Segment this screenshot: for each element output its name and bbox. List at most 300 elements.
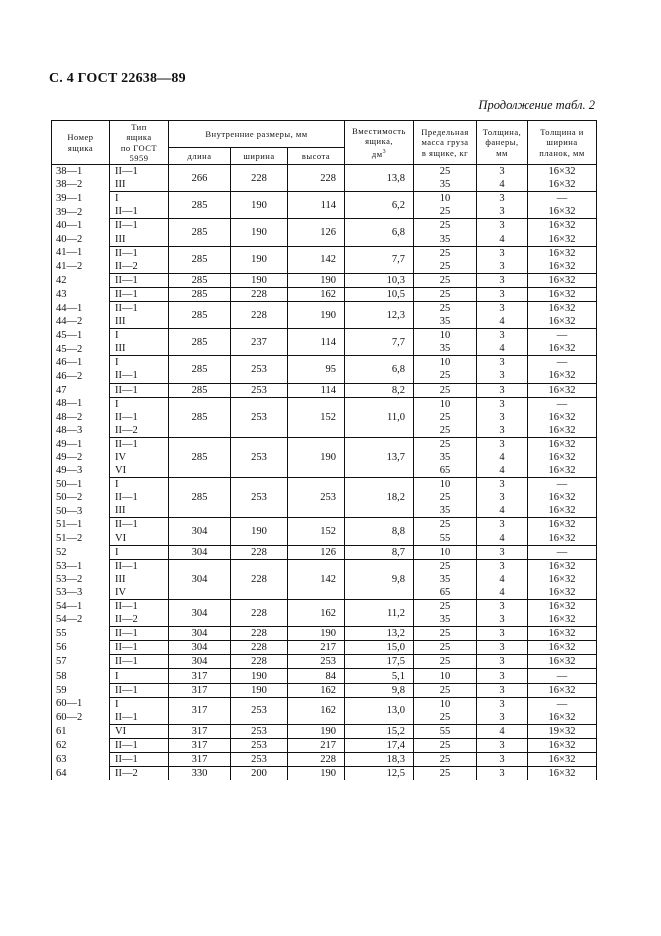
height-cell: 126	[288, 545, 345, 559]
max-load-cell: 25	[414, 383, 477, 397]
slat-size-cell: 16×32	[528, 655, 597, 669]
max-load-cell: 65	[414, 586, 477, 600]
width-cell: 228	[231, 545, 288, 559]
max-load-cell: 35	[414, 342, 477, 356]
capacity-cell: 15,2	[345, 724, 414, 738]
table-row	[52, 165, 597, 179]
capacity-cell: 6,2	[345, 192, 414, 219]
height-cell: 190	[288, 767, 345, 781]
max-load-cell: 10	[414, 329, 477, 343]
height-cell: 162	[288, 683, 345, 697]
plywood-thickness-cell: 3	[477, 559, 528, 573]
max-load-cell: 35	[414, 573, 477, 586]
box-number-cell: 60—2	[52, 711, 110, 725]
slat-size-cell: 16×32	[528, 711, 597, 725]
width-cell: 237	[231, 329, 288, 356]
slat-size-cell: —	[528, 545, 597, 559]
slat-size-cell: 16×32	[528, 383, 597, 397]
box-type-cell: I	[110, 356, 169, 370]
plywood-thickness-cell: 3	[477, 369, 528, 383]
slat-size-cell: 16×32	[528, 287, 597, 301]
plywood-thickness-cell: 3	[477, 613, 528, 627]
box-type-cell: II—1	[110, 273, 169, 287]
max-load-cell: 25	[414, 600, 477, 614]
width-cell: 253	[231, 753, 288, 767]
max-load-cell: 25	[414, 246, 477, 260]
table-row	[52, 641, 597, 655]
plywood-thickness-cell: 3	[477, 655, 528, 669]
plywood-thickness-cell: 3	[477, 641, 528, 655]
box-type-cell: II—1	[110, 301, 169, 315]
box-number-cell: 59	[52, 683, 110, 697]
height-cell: 114	[288, 383, 345, 397]
width-cell: 253	[231, 724, 288, 738]
box-type-cell: II—1	[110, 655, 169, 669]
table-body	[52, 165, 597, 781]
slat-size-cell: —	[528, 397, 597, 411]
table-row	[52, 724, 597, 738]
plywood-thickness-cell: 4	[477, 342, 528, 356]
max-load-cell: 25	[414, 165, 477, 179]
max-load-cell: 25	[414, 437, 477, 451]
table-row	[52, 301, 597, 315]
box-type-cell: II—2	[110, 424, 169, 438]
width-cell: 253	[231, 356, 288, 383]
box-type-cell: IV	[110, 451, 169, 464]
plywood-thickness-cell: 3	[477, 627, 528, 641]
box-number-cell: 61	[52, 724, 110, 738]
plywood-thickness-cell: 3	[477, 219, 528, 233]
box-number-cell: 40—1	[52, 219, 110, 233]
slat-size-cell: 16×32	[528, 219, 597, 233]
box-type-cell: II—1	[110, 753, 169, 767]
capacity-cell: 8,8	[345, 518, 414, 545]
height-cell: 190	[288, 724, 345, 738]
table-row	[52, 559, 597, 573]
capacity-cell: 9,8	[345, 683, 414, 697]
box-type-cell: III	[110, 232, 169, 246]
plywood-thickness-cell: 4	[477, 178, 528, 192]
capacity-cell: 13,0	[345, 697, 414, 724]
table-row	[52, 478, 597, 492]
slat-size-cell: 16×32	[528, 260, 597, 274]
header-max-load: Предельная масса груза в ящике, кг	[414, 121, 477, 165]
plywood-thickness-cell: 3	[477, 491, 528, 504]
box-type-cell: I	[110, 669, 169, 683]
slat-size-cell: —	[528, 478, 597, 492]
capacity-cell: 13,8	[345, 165, 414, 192]
table-continuation-caption: Продолжение табл. 2	[478, 98, 595, 112]
box-number-cell: 42	[52, 273, 110, 287]
box-number-cell: 49—2	[52, 451, 110, 464]
capacity-cell: 6,8	[345, 356, 414, 383]
header-height: высота	[288, 148, 345, 165]
slat-size-cell: 19×32	[528, 724, 597, 738]
box-type-cell: III	[110, 315, 169, 329]
table-row	[52, 600, 597, 614]
max-load-cell: 25	[414, 287, 477, 301]
box-type-cell: I	[110, 329, 169, 343]
height-cell: 253	[288, 655, 345, 669]
box-type-cell: I	[110, 545, 169, 559]
table-row	[52, 437, 597, 451]
length-cell: 304	[169, 655, 231, 669]
box-type-cell: II—1	[110, 491, 169, 504]
box-type-cell: I	[110, 478, 169, 492]
height-cell: 152	[288, 518, 345, 545]
plywood-thickness-cell: 3	[477, 273, 528, 287]
height-cell: 228	[288, 753, 345, 767]
box-number-cell: 54—2	[52, 613, 110, 627]
capacity-cell: 8,2	[345, 383, 414, 397]
plywood-thickness-cell: 4	[477, 451, 528, 464]
box-number-cell: 53—2	[52, 573, 110, 586]
length-cell: 285	[169, 478, 231, 518]
box-type-cell: III	[110, 178, 169, 192]
table-row	[52, 627, 597, 641]
plywood-thickness-cell: 3	[477, 397, 528, 411]
capacity-cell: 10,3	[345, 273, 414, 287]
capacity-cell: 17,4	[345, 738, 414, 752]
table-row	[52, 545, 597, 559]
height-cell: 253	[288, 478, 345, 518]
max-load-cell: 25	[414, 683, 477, 697]
slat-size-cell: 16×32	[528, 369, 597, 383]
box-number-cell: 56	[52, 641, 110, 655]
height-cell: 114	[288, 329, 345, 356]
box-type-cell: II—1	[110, 627, 169, 641]
height-cell: 114	[288, 192, 345, 219]
capacity-cell: 13,7	[345, 437, 414, 477]
slat-size-cell: —	[528, 329, 597, 343]
header-width: ширина	[231, 148, 288, 165]
width-cell: 253	[231, 478, 288, 518]
box-type-cell: II—1	[110, 246, 169, 260]
slat-size-cell: 16×32	[528, 600, 597, 614]
header-length: длина	[169, 148, 231, 165]
box-number-cell: 49—1	[52, 437, 110, 451]
width-cell: 228	[231, 287, 288, 301]
slat-size-cell: 16×32	[528, 411, 597, 424]
slat-size-cell: 16×32	[528, 738, 597, 752]
table-row	[52, 287, 597, 301]
box-number-cell: 43	[52, 287, 110, 301]
plywood-thickness-cell: 3	[477, 287, 528, 301]
plywood-thickness-cell: 3	[477, 753, 528, 767]
slat-size-cell: 16×32	[528, 753, 597, 767]
width-cell: 190	[231, 683, 288, 697]
table-row	[52, 697, 597, 711]
box-number-cell: 54—1	[52, 600, 110, 614]
max-load-cell: 35	[414, 451, 477, 464]
plywood-thickness-cell: 3	[477, 205, 528, 219]
table-row	[52, 397, 597, 411]
slat-size-cell: 16×32	[528, 342, 597, 356]
slat-size-cell: —	[528, 356, 597, 370]
box-type-cell: II—1	[110, 165, 169, 179]
height-cell: 217	[288, 738, 345, 752]
header-capacity: Вместимость ящика, $дм^3$	[345, 121, 414, 165]
slat-size-cell: —	[528, 192, 597, 206]
box-dimensions-table	[51, 120, 597, 780]
box-number-cell: 46—2	[52, 369, 110, 383]
capacity-cell: 11,2	[345, 600, 414, 627]
capacity-cell: 12,3	[345, 301, 414, 328]
max-load-cell: 35	[414, 613, 477, 627]
plywood-thickness-cell: 4	[477, 573, 528, 586]
table-row	[52, 192, 597, 206]
max-load-cell: 55	[414, 724, 477, 738]
height-cell: 126	[288, 219, 345, 246]
width-cell: 190	[231, 246, 288, 273]
height-cell: 190	[288, 627, 345, 641]
max-load-cell: 25	[414, 273, 477, 287]
width-cell: 190	[231, 219, 288, 246]
height-cell: 142	[288, 559, 345, 599]
length-cell: 317	[169, 738, 231, 752]
slat-size-cell: 16×32	[528, 683, 597, 697]
table-row	[52, 767, 597, 781]
plywood-thickness-cell: 3	[477, 246, 528, 260]
box-number-cell: 38—2	[52, 178, 110, 192]
plywood-thickness-cell: 3	[477, 424, 528, 438]
max-load-cell: 35	[414, 504, 477, 518]
box-type-cell: II—1	[110, 711, 169, 725]
slat-size-cell: 16×32	[528, 767, 597, 781]
length-cell: 285	[169, 383, 231, 397]
box-number-cell: 39—1	[52, 192, 110, 206]
box-type-cell: III	[110, 573, 169, 586]
slat-size-cell: 16×32	[528, 532, 597, 546]
table-row	[52, 246, 597, 260]
width-cell: 228	[231, 627, 288, 641]
box-type-cell: IV	[110, 586, 169, 600]
plywood-thickness-cell: 3	[477, 301, 528, 315]
table-row	[52, 683, 597, 697]
plywood-thickness-cell: 3	[477, 478, 528, 492]
plywood-thickness-cell: 3	[477, 545, 528, 559]
plywood-thickness-cell: 3	[477, 738, 528, 752]
slat-size-cell: 16×32	[528, 573, 597, 586]
header-plywood-thickness: Толщина, фанеры, мм	[477, 121, 528, 165]
max-load-cell: 25	[414, 260, 477, 274]
capacity-cell: 15,0	[345, 641, 414, 655]
width-cell: 253	[231, 397, 288, 437]
plywood-thickness-cell: 3	[477, 518, 528, 532]
slat-size-cell: 16×32	[528, 641, 597, 655]
length-cell: 304	[169, 545, 231, 559]
height-cell: 190	[288, 273, 345, 287]
header-slat-size: Толщина и ширина планок, мм	[528, 121, 597, 165]
table-row	[52, 518, 597, 532]
max-load-cell: 10	[414, 356, 477, 370]
slat-size-cell: 16×32	[528, 504, 597, 518]
box-number-cell: 53—3	[52, 586, 110, 600]
header-inner-dimensions: Внутренние размеры, мм	[169, 121, 345, 148]
capacity-cell: 17,5	[345, 655, 414, 669]
slat-size-cell: 16×32	[528, 613, 597, 627]
max-load-cell: 25	[414, 753, 477, 767]
plywood-thickness-cell: 4	[477, 532, 528, 546]
box-number-cell: 44—1	[52, 301, 110, 315]
plywood-thickness-cell: 4	[477, 586, 528, 600]
box-number-cell: 45—2	[52, 342, 110, 356]
length-cell: 285	[169, 287, 231, 301]
width-cell: 228	[231, 301, 288, 328]
length-cell: 317	[169, 683, 231, 697]
height-cell: 228	[288, 165, 345, 192]
height-cell: 95	[288, 356, 345, 383]
width-cell: 253	[231, 437, 288, 477]
capacity-cell: 5,1	[345, 669, 414, 683]
capacity-cell: 18,2	[345, 478, 414, 518]
capacity-cell: 10,5	[345, 287, 414, 301]
box-type-cell: VI	[110, 532, 169, 546]
length-cell: 304	[169, 600, 231, 627]
width-cell: 190	[231, 518, 288, 545]
plywood-thickness-cell: 4	[477, 724, 528, 738]
box-number-cell: 55	[52, 627, 110, 641]
box-type-cell: III	[110, 342, 169, 356]
box-number-cell: 49—3	[52, 464, 110, 478]
box-type-cell: II—1	[110, 383, 169, 397]
box-type-cell: II—2	[110, 613, 169, 627]
box-number-cell: 50—1	[52, 478, 110, 492]
max-load-cell: 25	[414, 641, 477, 655]
plywood-thickness-cell: 3	[477, 683, 528, 697]
plywood-thickness-cell: 3	[477, 600, 528, 614]
height-cell: 162	[288, 600, 345, 627]
slat-size-cell: —	[528, 697, 597, 711]
capacity-cell: 18,3	[345, 753, 414, 767]
box-type-cell: VI	[110, 724, 169, 738]
width-cell: 253	[231, 697, 288, 724]
width-cell: 253	[231, 383, 288, 397]
slat-size-cell: 16×32	[528, 315, 597, 329]
plywood-thickness-cell: 3	[477, 192, 528, 206]
plywood-thickness-cell: 3	[477, 711, 528, 725]
height-cell: 152	[288, 397, 345, 437]
box-type-cell: II—1	[110, 518, 169, 532]
height-cell: 142	[288, 246, 345, 273]
length-cell: 317	[169, 753, 231, 767]
box-type-cell: II—1	[110, 219, 169, 233]
length-cell: 285	[169, 329, 231, 356]
slat-size-cell: 16×32	[528, 424, 597, 438]
max-load-cell: 10	[414, 192, 477, 206]
plywood-thickness-cell: 4	[477, 315, 528, 329]
header-type: Тип ящика по ГОСТ 5959	[110, 121, 169, 165]
table-row	[52, 655, 597, 669]
box-type-cell: II—1	[110, 641, 169, 655]
box-type-cell: II—1	[110, 205, 169, 219]
slat-size-cell: 16×32	[528, 491, 597, 504]
width-cell: 200	[231, 767, 288, 781]
width-cell: 190	[231, 273, 288, 287]
length-cell: 285	[169, 356, 231, 383]
length-cell: 285	[169, 437, 231, 477]
length-cell: 285	[169, 273, 231, 287]
plywood-thickness-cell: 4	[477, 464, 528, 478]
box-number-cell: 38—1	[52, 165, 110, 179]
height-cell: 84	[288, 669, 345, 683]
capacity-cell: 6,8	[345, 219, 414, 246]
max-load-cell: 25	[414, 219, 477, 233]
max-load-cell: 10	[414, 545, 477, 559]
length-cell: 317	[169, 697, 231, 724]
slat-size-cell: —	[528, 669, 597, 683]
table-row	[52, 273, 597, 287]
max-load-cell: 10	[414, 478, 477, 492]
plywood-thickness-cell: 3	[477, 767, 528, 781]
box-type-cell: II—1	[110, 683, 169, 697]
table-row	[52, 383, 597, 397]
slat-size-cell: 16×32	[528, 627, 597, 641]
box-type-cell: II—1	[110, 369, 169, 383]
capacity-cell: 7,7	[345, 246, 414, 273]
header-number: Номер ящика	[52, 121, 110, 165]
max-load-cell: 25	[414, 711, 477, 725]
slat-size-cell: 16×32	[528, 464, 597, 478]
max-load-cell: 55	[414, 532, 477, 546]
width-cell: 228	[231, 641, 288, 655]
box-type-cell: II—1	[110, 287, 169, 301]
height-cell: 190	[288, 437, 345, 477]
box-type-cell: II—1	[110, 411, 169, 424]
slat-size-cell: 16×32	[528, 273, 597, 287]
capacity-cell: 11,0	[345, 397, 414, 437]
max-load-cell: 35	[414, 178, 477, 192]
max-load-cell: 10	[414, 697, 477, 711]
box-type-cell: II—2	[110, 260, 169, 274]
box-number-cell: 53—1	[52, 559, 110, 573]
slat-size-cell: 16×32	[528, 301, 597, 315]
length-cell: 285	[169, 246, 231, 273]
box-number-cell: 48—2	[52, 411, 110, 424]
slat-size-cell: 16×32	[528, 437, 597, 451]
max-load-cell: 25	[414, 491, 477, 504]
capacity-cell: 8,7	[345, 545, 414, 559]
box-number-cell: 41—1	[52, 246, 110, 260]
box-number-cell: 48—1	[52, 397, 110, 411]
max-load-cell: 25	[414, 205, 477, 219]
slat-size-cell: 16×32	[528, 205, 597, 219]
box-number-cell: 47	[52, 383, 110, 397]
max-load-cell: 35	[414, 232, 477, 246]
length-cell: 317	[169, 724, 231, 738]
box-type-cell: III	[110, 504, 169, 518]
box-type-cell: II—2	[110, 767, 169, 781]
box-type-cell: VI	[110, 464, 169, 478]
box-number-cell: 51—2	[52, 532, 110, 546]
capacity-cell: 7,7	[345, 329, 414, 356]
capacity-cell: 12,5	[345, 767, 414, 781]
plywood-thickness-cell: 3	[477, 669, 528, 683]
plywood-thickness-cell: 3	[477, 165, 528, 179]
box-number-cell: 39—2	[52, 205, 110, 219]
box-number-cell: 44—2	[52, 315, 110, 329]
plywood-thickness-cell: 4	[477, 504, 528, 518]
height-cell: 162	[288, 697, 345, 724]
box-type-cell: II—1	[110, 738, 169, 752]
table-row	[52, 329, 597, 343]
max-load-cell: 25	[414, 424, 477, 438]
slat-size-cell: 16×32	[528, 246, 597, 260]
slat-size-cell: 16×32	[528, 165, 597, 179]
max-load-cell: 25	[414, 411, 477, 424]
plywood-thickness-cell: 4	[477, 232, 528, 246]
width-cell: 190	[231, 192, 288, 219]
